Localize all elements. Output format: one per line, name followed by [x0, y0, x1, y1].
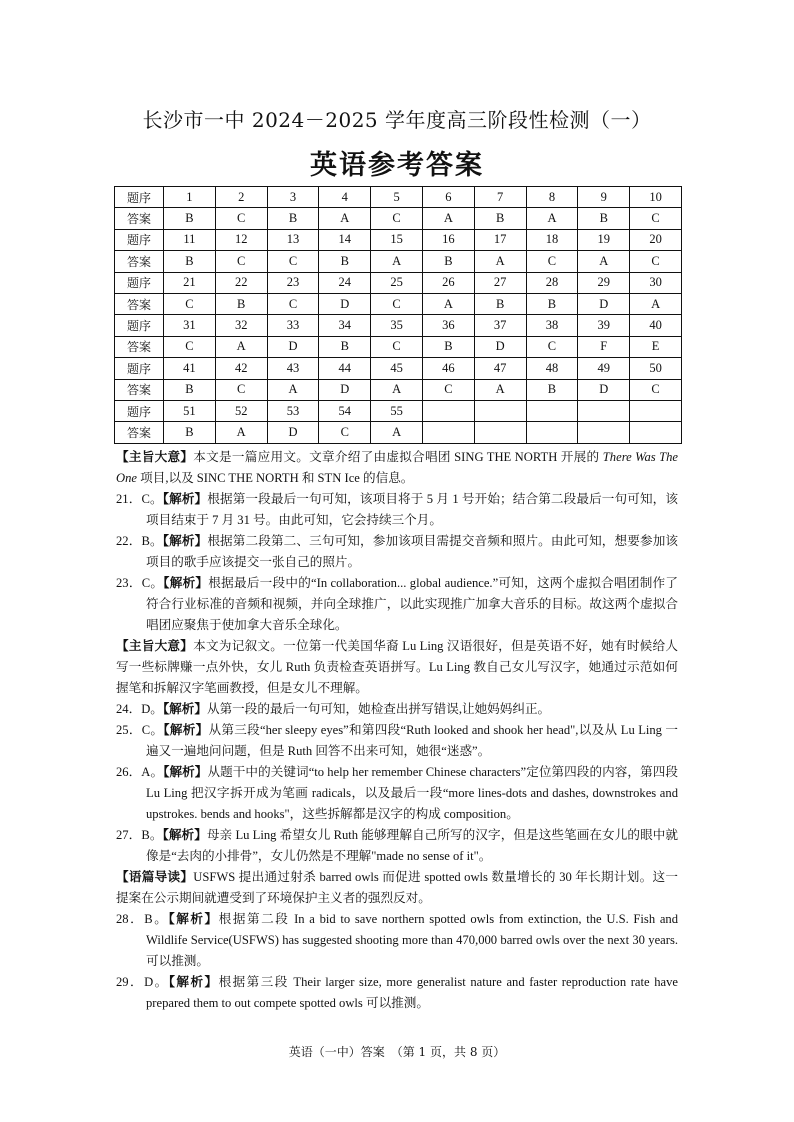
answer-cell: B — [164, 379, 216, 400]
explanation-item-21: 21．C。【解析】根据第一段最后一句可知，该项目将于 5 月 1 号开始；结合第二段最后一句可知，该项目结束于 7 月 31 号。由此可知，它会持续三个月。 — [116, 492, 678, 527]
answer-row-label: 答案 — [115, 336, 164, 357]
answer-cell: C — [215, 251, 267, 272]
answer-cell: C — [164, 293, 216, 314]
question-number-cell: 15 — [371, 229, 423, 250]
answer-row — [115, 251, 682, 272]
answer-cell: A — [526, 208, 578, 229]
question-number-cell — [526, 400, 578, 421]
question-number-cell: 41 — [164, 358, 216, 379]
answer-cell: B — [164, 208, 216, 229]
answer-cell: A — [371, 251, 423, 272]
summary-tag: 【主旨大意】 — [116, 639, 194, 653]
answer-cell: C — [526, 251, 578, 272]
explanation-item-28: 28．B。【解析】根据第二段 In a bid to save northern spotted owls from extinction, the U.S. Fish and Wildlife Service(USFWS) has suggested shooting more than 470,000 barred owls over the next 30 years. 可以推测。 — [116, 912, 679, 968]
question-row-label: 题序 — [115, 187, 164, 208]
summary-tag: 【主旨大意】 — [116, 450, 194, 464]
question-number-cell: 25 — [371, 272, 423, 293]
question-number-cell: 8 — [526, 187, 578, 208]
answer-cell: B — [474, 208, 526, 229]
question-number-cell: 10 — [630, 187, 682, 208]
answer-cell: E — [630, 336, 682, 357]
answer-cell: B — [319, 336, 371, 357]
question-number-cell: 4 — [319, 187, 371, 208]
answer-cell: C — [630, 251, 682, 272]
question-number-cell: 17 — [474, 229, 526, 250]
question-number-cell: 23 — [267, 272, 319, 293]
explanation-item-25: 25．C。【解析】从第三段“her sleepy eyes”和第四段“Ruth looked and shook her head",以及从 Lu Ling 一遍又一遍地问问题，但是 Ruth 回答不出来可知，她很“迷惑”。 — [116, 723, 679, 758]
question-number-cell: 32 — [215, 315, 267, 336]
summary-tag: 【语篇导读】 — [116, 870, 194, 884]
answer-cell: A — [422, 293, 474, 314]
answer-cell: A — [267, 379, 319, 400]
question-number-cell: 38 — [526, 315, 578, 336]
answer-cell: D — [319, 293, 371, 314]
answer-cell: B — [422, 336, 474, 357]
answer-table-body — [115, 187, 682, 444]
answer-cell: B — [422, 251, 474, 272]
question-number-cell: 29 — [578, 272, 630, 293]
answer-cell: A — [215, 422, 267, 443]
answer-row-label: 答案 — [115, 251, 164, 272]
answer-cell: C — [630, 208, 682, 229]
question-number-cell: 33 — [267, 315, 319, 336]
question-number-cell: 39 — [578, 315, 630, 336]
answer-row — [115, 293, 682, 314]
answer-cell: C — [164, 336, 216, 357]
question-number-cell: 47 — [474, 358, 526, 379]
explanation-item-22: 22．B。【解析】根据第二段第二、三句可知，参加该项目需提交音频和照片。由此可知，想要参加该项目的歌手应该提交一张自己的照片。 — [116, 534, 679, 569]
question-number-cell: 26 — [422, 272, 474, 293]
answer-cell: D — [267, 422, 319, 443]
question-number-cell — [474, 400, 526, 421]
answer-row-label: 答案 — [115, 293, 164, 314]
answer-cell: C — [267, 251, 319, 272]
answer-cell: B — [164, 422, 216, 443]
question-number-cell: 28 — [526, 272, 578, 293]
answer-cell: B — [526, 379, 578, 400]
question-number-cell: 5 — [371, 187, 423, 208]
answer-cell: B — [267, 208, 319, 229]
question-number-cell: 34 — [319, 315, 371, 336]
answer-cell: A — [630, 293, 682, 314]
answer-cell — [422, 422, 474, 443]
answer-row — [115, 379, 682, 400]
answer-row-label: 答案 — [115, 422, 164, 443]
answer-cell: B — [164, 251, 216, 272]
question-number-cell: 54 — [319, 400, 371, 421]
question-number-cell: 31 — [164, 315, 216, 336]
question-number-cell: 16 — [422, 229, 474, 250]
answer-cell: A — [371, 422, 423, 443]
question-row — [115, 272, 682, 293]
answer-cell: D — [578, 293, 630, 314]
question-number-cell: 48 — [526, 358, 578, 379]
answer-cell: B — [474, 293, 526, 314]
answer-cell: C — [371, 293, 423, 314]
question-number-cell: 51 — [164, 400, 216, 421]
question-row-label: 题序 — [115, 358, 164, 379]
question-row-label: 题序 — [115, 315, 164, 336]
question-number-cell: 40 — [630, 315, 682, 336]
question-row — [115, 315, 682, 336]
answer-cell: C — [630, 379, 682, 400]
answer-cell — [474, 422, 526, 443]
answer-cell: D — [578, 379, 630, 400]
answer-cell: B — [319, 251, 371, 272]
question-number-cell: 1 — [164, 187, 216, 208]
answer-row-label: 答案 — [115, 208, 164, 229]
question-number-cell: 21 — [164, 272, 216, 293]
question-number-cell: 46 — [422, 358, 474, 379]
answer-cell: D — [319, 379, 371, 400]
question-number-cell: 45 — [371, 358, 423, 379]
answer-cell: A — [319, 208, 371, 229]
question-number-cell: 24 — [319, 272, 371, 293]
question-number-cell — [630, 400, 682, 421]
answer-row-label: 答案 — [115, 379, 164, 400]
question-number-cell: 2 — [215, 187, 267, 208]
answer-cell: A — [215, 336, 267, 357]
answer-cell: C — [215, 379, 267, 400]
answer-row — [115, 208, 682, 229]
question-number-cell: 35 — [371, 315, 423, 336]
answer-cell: C — [526, 336, 578, 357]
question-number-cell: 19 — [578, 229, 630, 250]
question-number-cell: 6 — [422, 187, 474, 208]
answer-cell: D — [267, 336, 319, 357]
explanation-item-24: 24．D。【解析】从第一段的最后一句可知，她检查出拼写错误,让她妈妈纠正。 — [116, 702, 551, 716]
question-number-cell: 44 — [319, 358, 371, 379]
answer-cell: A — [422, 208, 474, 229]
explanations — [116, 447, 678, 1014]
question-row-label: 题序 — [115, 400, 164, 421]
question-number-cell: 49 — [578, 358, 630, 379]
question-number-cell: 42 — [215, 358, 267, 379]
question-number-cell: 27 — [474, 272, 526, 293]
question-number-cell: 30 — [630, 272, 682, 293]
answer-cell: A — [474, 379, 526, 400]
question-number-cell: 43 — [267, 358, 319, 379]
page-subtitle: 英语参考答案 — [310, 150, 484, 181]
question-number-cell: 50 — [630, 358, 682, 379]
question-row — [115, 400, 682, 421]
answer-cell: D — [474, 336, 526, 357]
summary-paragraph-3: 【语篇导读】USFWS 提出通过射杀 barred owls 而促进 spotted owls 数量增长的 30 年长期计划。这一提案在公示期间就遭受到了环境保护主义者的强烈反对。 — [116, 870, 679, 905]
question-row — [115, 229, 682, 250]
answer-cell: F — [578, 336, 630, 357]
answer-cell: C — [422, 379, 474, 400]
answer-cell: A — [371, 379, 423, 400]
question-number-cell: 22 — [215, 272, 267, 293]
answer-cell: B — [526, 293, 578, 314]
answer-cell — [630, 422, 682, 443]
question-number-cell: 36 — [422, 315, 474, 336]
answer-cell: C — [371, 208, 423, 229]
question-number-cell: 12 — [215, 229, 267, 250]
page-title: 长沙市一中 2024－2025 学年度高三阶段性检测（一） — [142, 108, 652, 132]
summary-paragraph-2: 【主旨大意】本文为记叙文。一位第一代美国华裔 Lu Ling 汉语很好，但是英语不好，她有时候给人写一些标牌赚一点外快，女儿 Ruth 负责检查英语拼写。Lu Ling 教自己女儿写汉字，她通过示范如何握笔和拆解汉字笔画教授，但是女儿不理解。 — [116, 639, 678, 695]
question-number-cell: 13 — [267, 229, 319, 250]
answer-row — [115, 336, 682, 357]
answer-cell: A — [474, 251, 526, 272]
question-number-cell: 11 — [164, 229, 216, 250]
question-number-cell: 3 — [267, 187, 319, 208]
question-number-cell: 55 — [371, 400, 423, 421]
answer-cell: A — [578, 251, 630, 272]
explanation-item-29: 29．D。【解析】根据第三段 Their larger size, more generalist nature and faster reproduction rate have prepared them to out compete spotted owls 可以推测。 — [116, 975, 678, 1010]
question-row-label: 题序 — [115, 229, 164, 250]
answer-cell: C — [215, 208, 267, 229]
question-number-cell — [422, 400, 474, 421]
question-number-cell: 7 — [474, 187, 526, 208]
question-number-cell: 18 — [526, 229, 578, 250]
question-row — [115, 358, 682, 379]
question-number-cell: 20 — [630, 229, 682, 250]
answer-row — [115, 422, 682, 443]
question-number-cell — [578, 400, 630, 421]
question-row-label: 题序 — [115, 272, 164, 293]
page-footer: 英语（一中）答案 （第 1 页，共 8 页） — [288, 1045, 506, 1059]
answer-cell: B — [215, 293, 267, 314]
explanation-item-27: 27．B。【解析】母亲 Lu Ling 希望女儿 Ruth 能够理解自己所写的汉字，但是这些笔画在女儿的眼中就像是“去肉的小排骨”，女儿仍然是不理解"made no sense of it"。 — [116, 828, 679, 863]
answer-cell — [578, 422, 630, 443]
question-number-cell: 52 — [215, 400, 267, 421]
question-number-cell: 37 — [474, 315, 526, 336]
explanation-item-23: 23．C。【解析】根据最后一段中的“In collaboration... global audience.”可知，这两个虚拟合唱团制作了符合行业标准的音频和视频，并向全球推广，以此实现推广加拿大音乐的目标。故这两个虚拟合唱团应聚焦于使加拿大音乐全球化。 — [116, 576, 678, 632]
question-number-cell: 53 — [267, 400, 319, 421]
summary-paragraph-1: 【主旨大意】本文是一篇应用文。文章介绍了由虚拟合唱团 SING THE NORTH 开展的 There Was The One 项目,以及 SINC THE NORTH 和 STN Ice 的信息。 — [116, 450, 678, 485]
answer-cell: C — [371, 336, 423, 357]
answer-table — [114, 186, 682, 444]
question-number-cell: 14 — [319, 229, 371, 250]
answer-cell: C — [319, 422, 371, 443]
answer-cell: C — [267, 293, 319, 314]
answer-cell — [526, 422, 578, 443]
answer-cell: B — [578, 208, 630, 229]
question-number-cell: 9 — [578, 187, 630, 208]
explanation-item-26: 26．A。【解析】从题干中的关键词“to help her remember Chinese characters”定位第四段的内容，第四段 Lu Ling 把汉字拆开成为笔画 radicals，以及最后一段“more lines-dots and dashes, downstrokes and upstrokes. bends and hooks"，这些拆解都是汉字的构成 composition。 — [116, 765, 678, 821]
question-row — [115, 187, 682, 208]
